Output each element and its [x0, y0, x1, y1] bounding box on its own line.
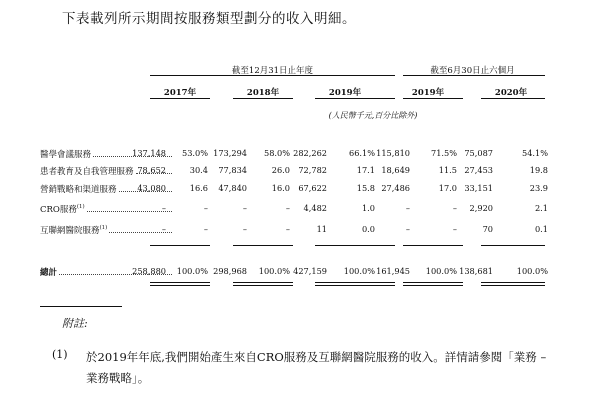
subtotal-rule [315, 245, 395, 246]
table-cell: 27,486 [381, 183, 410, 193]
table-cell: – [161, 224, 166, 234]
table-cell: – [203, 224, 208, 234]
row-label: 營銷戰略和渠道服務 [40, 185, 117, 195]
table-cell: 1.0 [361, 203, 375, 213]
notes-divider [40, 306, 122, 307]
year-underline-2018 [233, 98, 293, 99]
total-double-rule [315, 282, 395, 286]
table-cell: – [405, 203, 410, 213]
total-double-rule [481, 282, 545, 286]
table-cell: 77,834 [218, 165, 247, 175]
table-cell: 11.5 [438, 165, 457, 175]
total-double-rule [233, 282, 293, 286]
table-cell: 282,262 [293, 148, 327, 158]
row-label: 患者教育及自我管理服務 [40, 167, 134, 177]
table-cell: 66.1% [348, 148, 375, 158]
table-cell: – [285, 203, 290, 213]
group-header-six-months: 截至6月30日止六個月 [430, 66, 515, 76]
table-cell: 47,840 [218, 183, 247, 193]
subtotal-rule [233, 245, 293, 246]
group-underline-annual [150, 75, 395, 76]
total-cell: 161,945 [376, 266, 410, 276]
table-cell: 71.5% [430, 148, 457, 158]
table-cell: 75,087 [464, 148, 493, 158]
table-cell: 43,080 [137, 183, 166, 193]
unit-note: (人民幣千元,百分比除外) [328, 111, 418, 120]
table-cell: 0.0 [361, 224, 375, 234]
table-cell: 23.9 [529, 183, 548, 193]
table-cell: 58.0% [263, 148, 290, 158]
total-cell: 258,880 [132, 266, 166, 276]
table-cell: 173,294 [213, 148, 247, 158]
table-cell: 4,482 [303, 203, 327, 213]
total-cell: 100.0% [516, 266, 548, 276]
total-cell: 138,681 [459, 266, 493, 276]
year-header-2019-six-months: 2019年 [411, 88, 445, 98]
table-cell: 17.0 [438, 183, 457, 193]
note-text: 於2019年年底,我們開始產生來自CRO服務及互聯網醫院服務的收入。詳情請參閱「業務 – 業務戰略」。 [86, 350, 547, 385]
table-cell: 27,453 [464, 165, 493, 175]
table-cell: 11 [316, 224, 327, 234]
table-cell: – [452, 224, 457, 234]
subtotal-rule [403, 245, 463, 246]
table-cell: 26.0 [271, 165, 290, 175]
group-header-annual: 截至12月31日止年度 [231, 66, 314, 76]
table-cell: 137,148 [132, 148, 166, 158]
total-label: 總計 [40, 268, 58, 278]
total-cell: 298,968 [213, 266, 247, 276]
table-cell: 54.1% [521, 148, 548, 158]
notes-label: 附註: [62, 317, 88, 330]
table-cell: – [242, 224, 247, 234]
table-cell: 16.6 [189, 183, 208, 193]
total-cell: 100.0% [258, 266, 290, 276]
table-cell: 53.0% [181, 148, 208, 158]
table-cell: 18,649 [381, 165, 410, 175]
table-cell: 70 [482, 224, 493, 234]
table-cell: 2.1 [534, 203, 548, 213]
intro-text: 下表載列所示期間按服務類型劃分的收入明細。 [62, 11, 356, 27]
table-cell: 33,151 [464, 183, 493, 193]
row-label: 醫學會議服務 [40, 150, 92, 160]
table-cell: 16.0 [271, 183, 290, 193]
group-underline-six-months [403, 75, 545, 76]
total-cell: 427,159 [293, 266, 327, 276]
table-cell: 0.1 [534, 224, 548, 234]
row-label: 互聯網醫院服務$^{(1)}$ [40, 225, 108, 236]
table-cell: 30.4 [189, 165, 208, 175]
total-double-rule [403, 282, 463, 286]
total-cell: 100.0% [176, 266, 208, 276]
table-cell: 78,652 [137, 165, 166, 175]
total-cell: 100.0% [425, 266, 457, 276]
table-cell: – [405, 224, 410, 234]
row-label: CRO服務$^{(1)}$ [40, 204, 85, 215]
year-underline-2019-six-months [403, 98, 463, 99]
table-cell: 19.8 [529, 165, 548, 175]
table-cell: – [285, 224, 290, 234]
year-underline-2020-six-months [481, 98, 545, 99]
table-cell: 72,782 [298, 165, 327, 175]
table-cell: 67,622 [298, 183, 327, 193]
table-cell: 17.1 [356, 165, 375, 175]
table-cell: – [242, 203, 247, 213]
year-header-2017: 2017年 [163, 88, 197, 98]
table-cell: 115,810 [376, 148, 410, 158]
year-header-2018: 2018年 [246, 88, 280, 98]
year-underline-2019 [315, 98, 395, 99]
table-cell: – [203, 203, 208, 213]
subtotal-rule [481, 245, 545, 246]
note-number: (1) [52, 348, 68, 361]
year-header-2020-six-months: 2020年 [494, 88, 528, 98]
table-cell: 15.8 [356, 183, 375, 193]
footnote-marker: (1) [99, 225, 108, 232]
year-underline-2017 [150, 98, 210, 99]
table-cell: – [452, 203, 457, 213]
table-cell: 2,920 [469, 203, 493, 213]
total-double-rule [150, 282, 210, 286]
footnote-marker: (1) [76, 204, 85, 211]
year-header-2019: 2019年 [328, 88, 362, 98]
total-cell: 100.0% [343, 266, 375, 276]
subtotal-rule [150, 245, 210, 246]
table-cell: – [161, 203, 166, 213]
